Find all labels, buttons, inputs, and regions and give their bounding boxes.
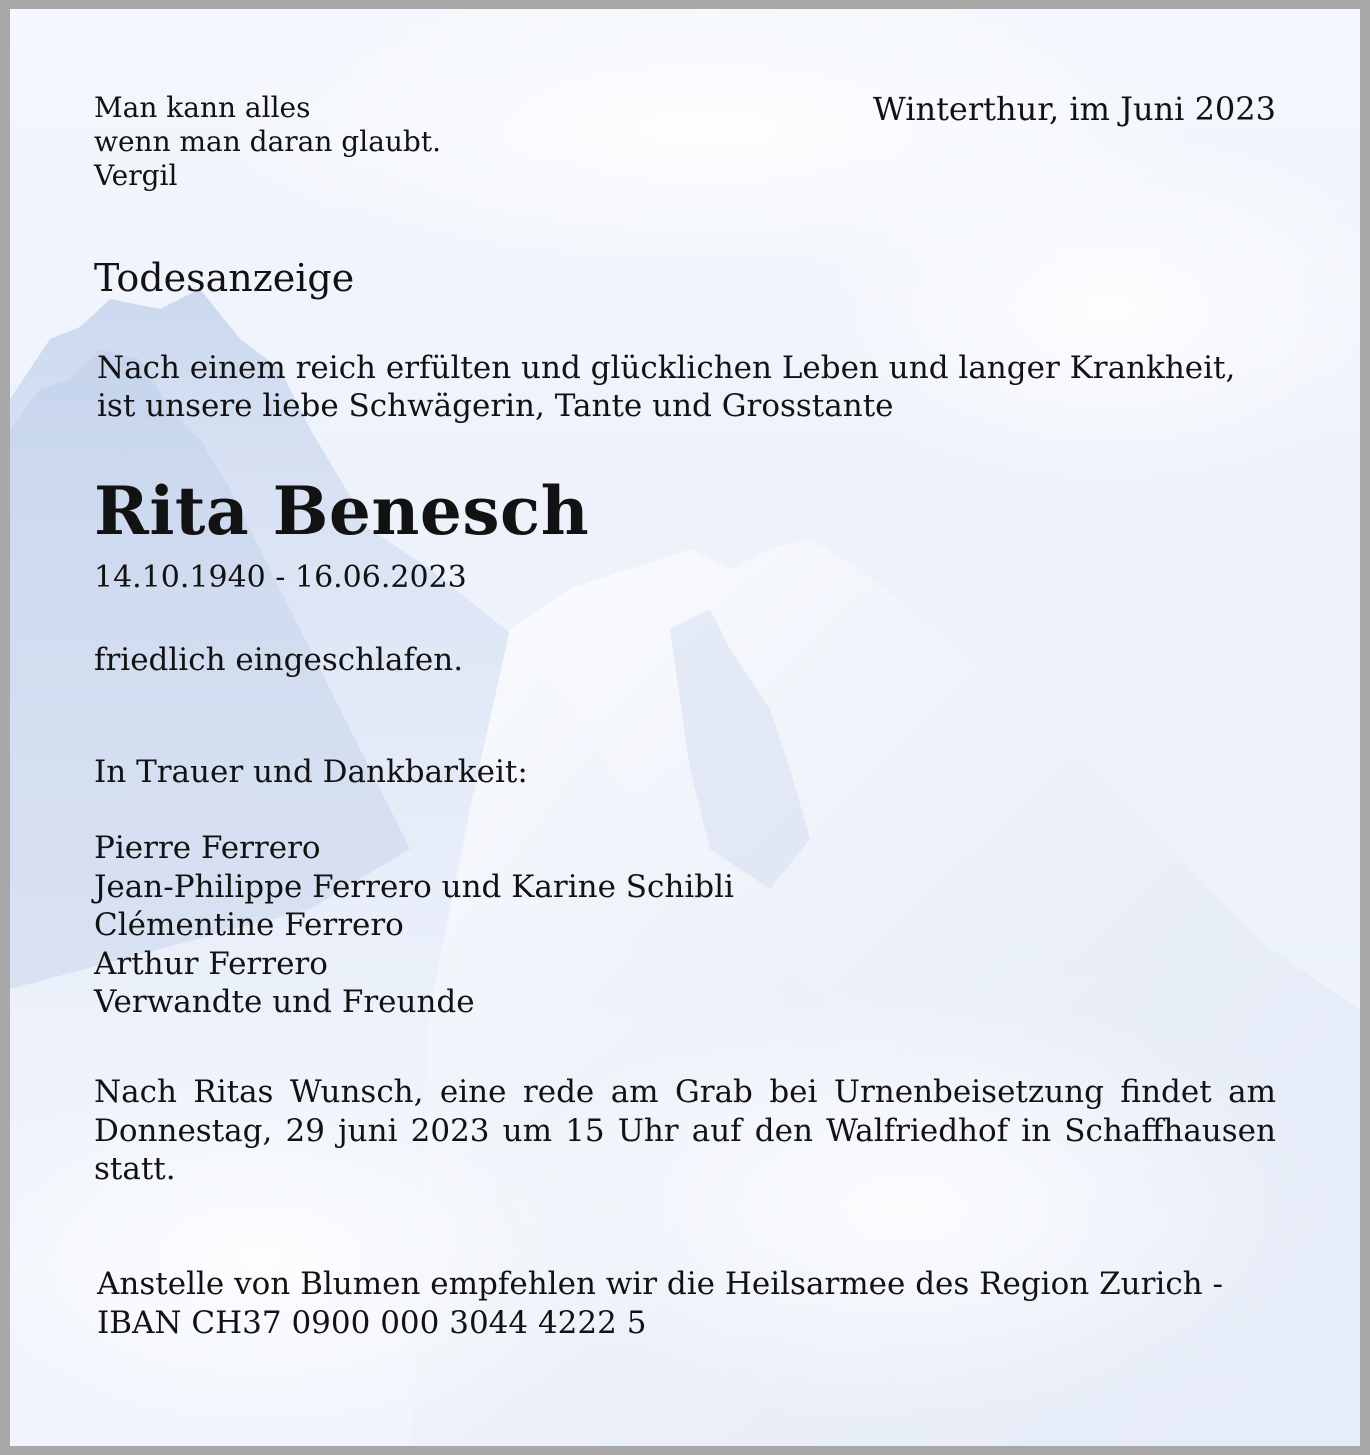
- intro-text: [97, 349, 1235, 425]
- quote-author: Vergil: [94, 159, 178, 192]
- donation-iban: IBAN CH37 0900 000 3044 4222 5: [97, 1305, 647, 1341]
- notice-heading: Todesanzeige: [94, 256, 355, 300]
- family-member: Pierre Ferrero: [94, 830, 321, 866]
- ceremony-info: Nach Ritas Wunsch, eine rede am Grab bei Urnenbeisetzung findet am Donnestag, 29 juni 2023 um 15 Uhr auf den Walfriedhof in Schaffhausen statt.: [94, 1074, 1276, 1187]
- snowy-mountain-background: [10, 9, 1360, 1446]
- quote-line: Man kann alles: [94, 91, 311, 124]
- quote-line: wenn man daran glaubt.: [94, 125, 441, 158]
- family-member: Clémentine Ferrero: [94, 907, 404, 943]
- intro-line: Nach einem reich erfülten und glücklichen Leben und langer Krankheit,: [97, 350, 1236, 386]
- deceased-name: Rita Benesch: [94, 472, 590, 550]
- family-member: Verwandte und Freunde: [94, 984, 475, 1020]
- donation-info: [97, 1265, 1223, 1343]
- life-dates: 14.10.1940 - 16.06.2023: [94, 560, 467, 595]
- intro-line: ist unsere liebe Schwägerin, Tante und Grosstante: [97, 388, 894, 424]
- obituary-card: [10, 9, 1360, 1446]
- family-member: Arthur Ferrero: [94, 945, 328, 982]
- place-date: Winterthur, im Juni 2023: [872, 90, 1276, 128]
- quote: [94, 91, 441, 193]
- mourning-label: In Trauer und Dankbarkeit:: [94, 754, 528, 790]
- family-member: Jean-Philippe Ferrero und Karine Schibli: [94, 868, 734, 905]
- passing-text: friedlich eingeschlafen.: [94, 642, 464, 678]
- donation-line: Anstelle von Blumen empfehlen wir die Heilsarmee des Region Zurich -: [97, 1266, 1223, 1302]
- family-list: [94, 829, 734, 1022]
